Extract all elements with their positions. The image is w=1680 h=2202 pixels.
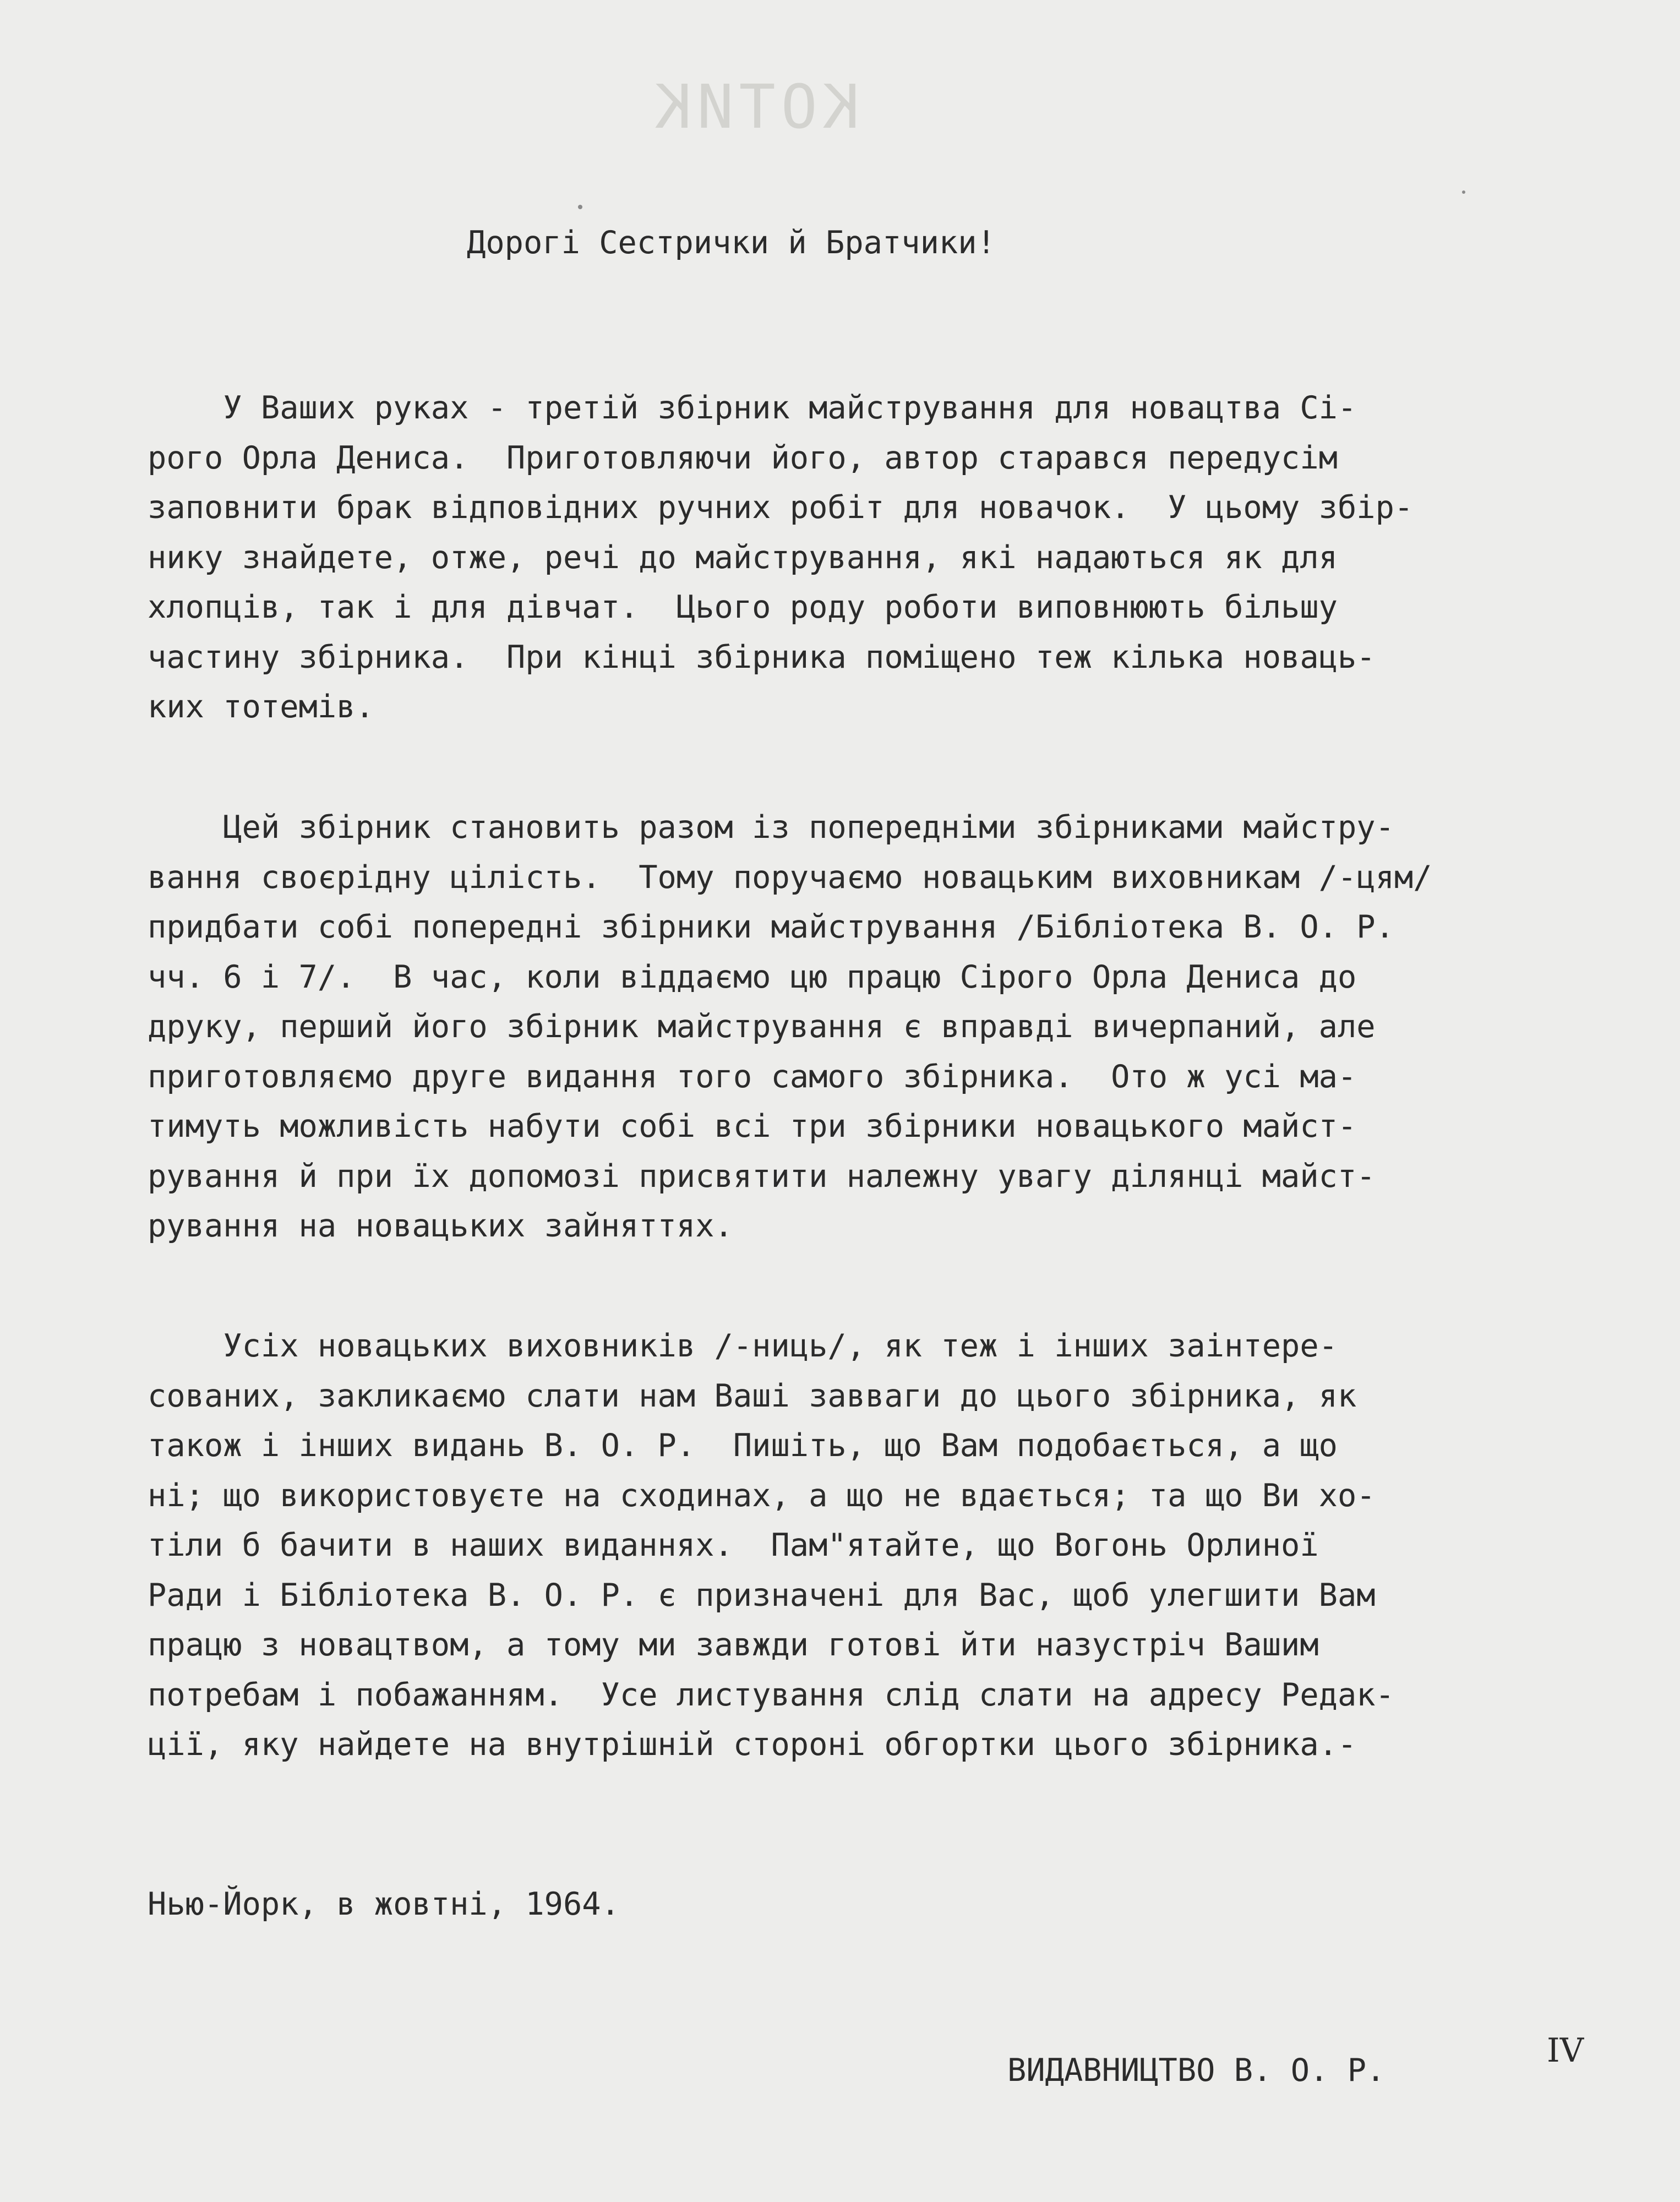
text-line: Усіх новацьких виховників /-ниць/, як теж і інших заінтере-	[148, 1328, 1338, 1364]
text-line: працю з новацтвом, а тому ми завжди готові йти назустріч Вашим	[148, 1627, 1319, 1663]
text-line: потребам і побажанням. Усе листування слід слати на адресу Редак-	[148, 1676, 1394, 1713]
text-line: рого Орла Дениса. Приготовляючи його, автор старався передусім	[148, 439, 1338, 476]
publisher: ВИДАВНИЦТВО В. О. Р.	[1007, 2052, 1386, 2089]
page-number: IV	[1547, 2031, 1584, 2070]
text-line: ких тотемів.	[148, 689, 374, 725]
text-line: частину збірника. При кінці збірника поміщено теж кілька новаць-	[148, 639, 1376, 675]
paragraph-3	[148, 1321, 1394, 1770]
paragraph-1	[148, 383, 1413, 732]
text-line: ні; що використовуєте на сходинах, а що не вдається; та що Ви хо-	[148, 1477, 1376, 1514]
text-line: заповнити брак відповідних ручних робіт для новачок. У цьому збір-	[148, 489, 1414, 526]
text-line: приготовляємо друге видання того самого збірника. Ото ж усі ма-	[148, 1058, 1357, 1095]
text-line: чч. 6 і 7/. В час, коли віддаємо цю працю Сірого Орла Дениса до	[148, 958, 1357, 995]
text-line: тимуть можливість набути собі всі три збірники новацького майст-	[148, 1108, 1357, 1144]
text-line: нику знайдете, отже, речі до майстрування, які надаються як для	[148, 539, 1338, 576]
text-line: ції, яку найдете на внутрішній стороні обгортки цього збірника.-	[148, 1726, 1357, 1763]
text-line: тіли б бачити в наших виданнях. Пам"ятайте, що Вогонь Орлиної	[148, 1527, 1319, 1563]
text-line: друку, перший його збірник майстрування є вправді вичерпаний, але	[148, 1009, 1376, 1045]
paragraph-2	[148, 803, 1432, 1251]
text-line: рування на новацьких зайняттях.	[148, 1208, 733, 1244]
place-and-date: Нью-Йорк, в жовтні, 1964.	[148, 1886, 620, 1922]
text-line: У Ваших руках - третій збірник майстрування для новацтва Сі-	[148, 390, 1357, 426]
text-line: також і інших видань В. О. Р. Пишіть, що Вам подобається, а що	[148, 1427, 1338, 1464]
text-line: Ради і Бібліотека В. О. Р. є призначені для Вас, щоб улегшити Вам	[148, 1577, 1376, 1614]
text-line: вання своєрідну цілість. Тому поручаємо новацьким виховникам /-цям/	[148, 859, 1432, 896]
text-line: Цей збірник становить разом із попередніми збірниками майстру-	[148, 809, 1394, 846]
text-line: придбати собі попередні збірники майстрування /Бібліотека В. О. Р.	[148, 909, 1394, 945]
greeting: Дорогі Сестрички й Братчики!	[467, 225, 996, 261]
text-line: рування й при їх допомозі присвятити належну увагу ділянці майст-	[148, 1158, 1376, 1195]
show-through-title: КОТИК	[650, 72, 860, 142]
text-line: хлопців, так і для дівчат. Цього роду роботи виповнюють більшу	[148, 589, 1338, 625]
ink-speck	[578, 205, 582, 209]
ink-speck	[1462, 190, 1465, 194]
text-line: сованих, закликаємо слати нам Ваші завваги до цього збірника, як	[148, 1377, 1357, 1414]
